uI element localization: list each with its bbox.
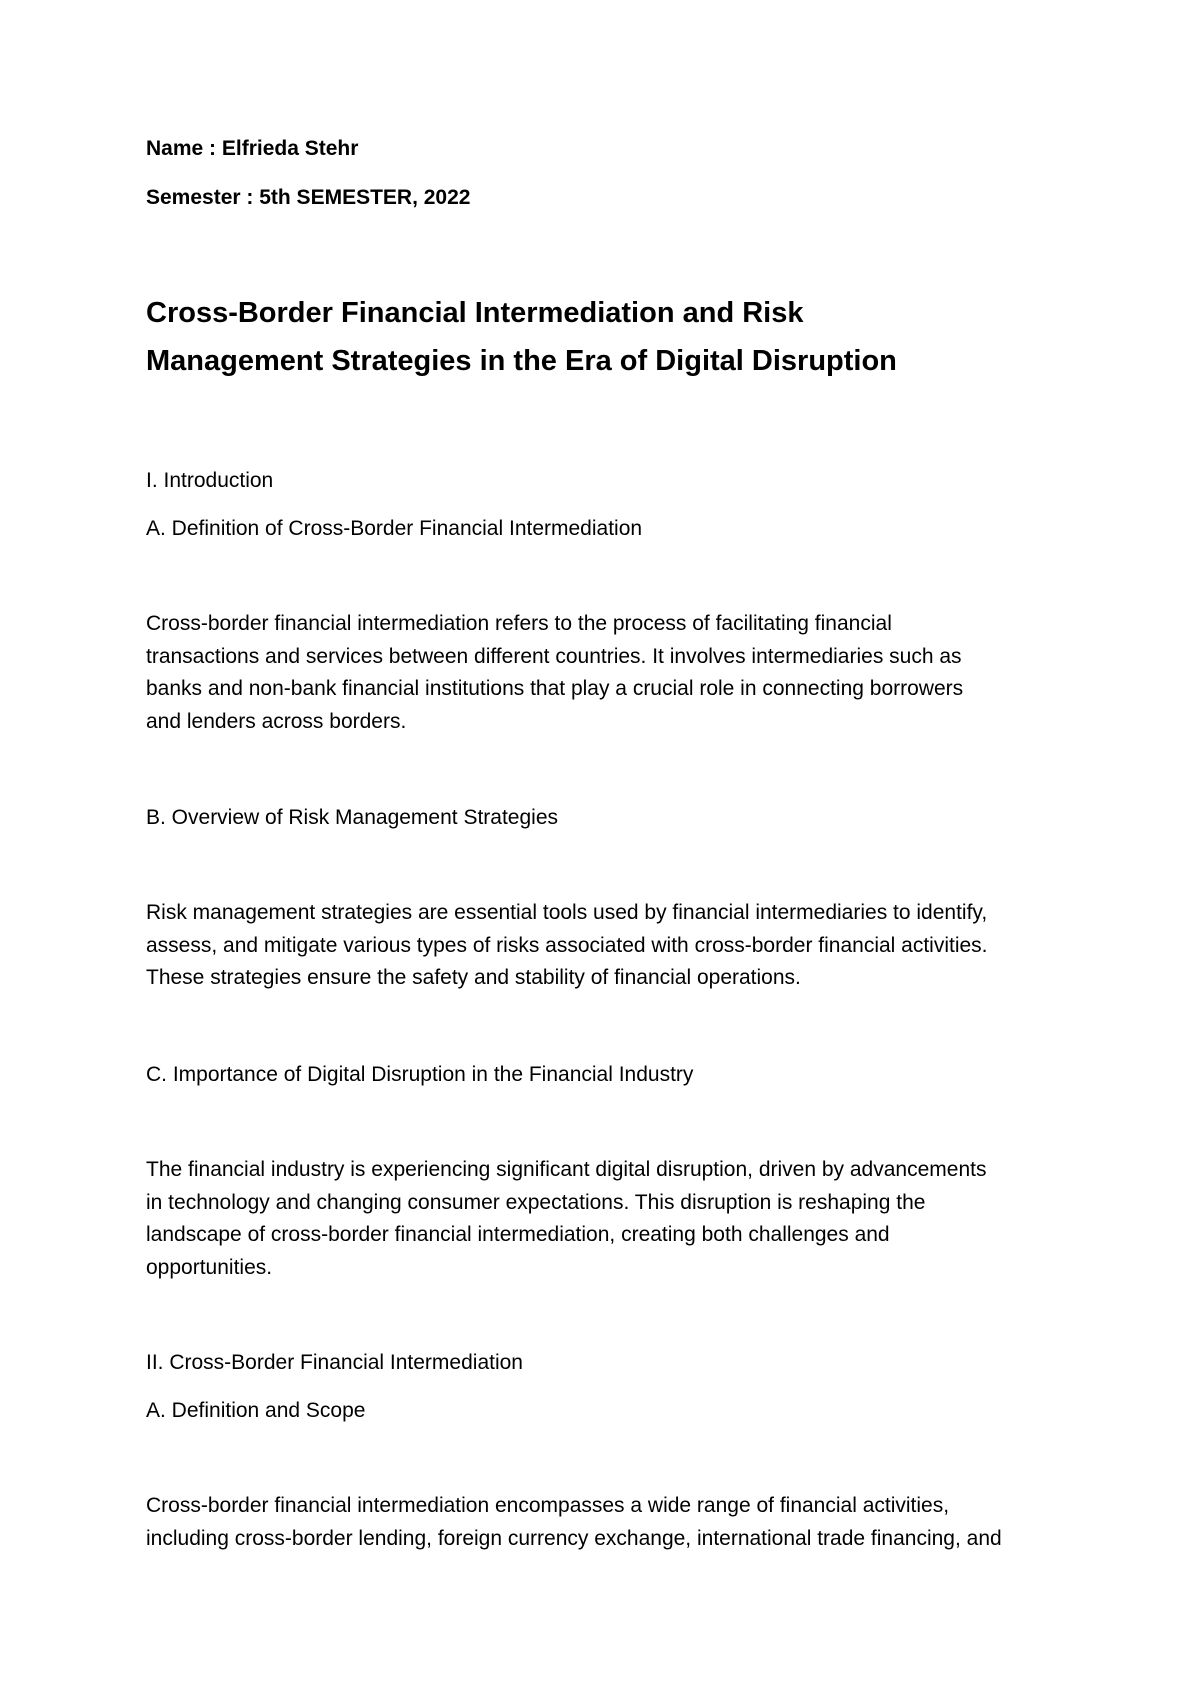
paragraph-line: transactions and services between different countries. It involves intermediaries such as — [146, 644, 962, 668]
semester-info: Semester : 5th SEMESTER, 2022 — [146, 186, 471, 209]
paragraph-line: The financial industry is experiencing significant digital disruption, driven by advancements — [146, 1158, 987, 1181]
section-heading-cross-border: II. Cross-Border Financial Intermediation — [146, 1351, 523, 1374]
title-line: Cross-Border Financial Intermediation and Risk — [146, 297, 804, 329]
paragraph-digital-disruption — [146, 1154, 986, 1284]
paragraph-line: Risk management strategies are essential tools used by financial intermediaries to identify, — [146, 901, 988, 924]
document-title — [146, 289, 897, 385]
section-heading-introduction: I. Introduction — [146, 469, 274, 492]
subsection-heading-digital-disruption: C. Importance of Digital Disruption in the Financial Industry — [146, 1063, 694, 1086]
title-line: Management Strategies in the Era of Digital Disruption — [146, 345, 897, 377]
paragraph-line: opportunities. — [146, 1255, 273, 1279]
subsection-heading-definition-scope: A. Definition and Scope — [146, 1399, 366, 1422]
paragraph-line: including cross-border lending, foreign currency exchange, international trade financing, and — [146, 1526, 1002, 1550]
paragraph-line: assess, and mitigate various types of risks associated with cross-border financial activities. — [146, 933, 988, 957]
paragraph-definition-scope — [146, 1490, 1002, 1555]
student-name: Name : Elfrieda Stehr — [146, 137, 359, 160]
paragraph-line: Cross-border financial intermediation refers to the process of facilitating financial — [146, 612, 892, 635]
paragraph-line: in technology and changing consumer expectations. This disruption is reshaping the — [146, 1190, 926, 1214]
paragraph-risk-overview — [146, 897, 988, 995]
subsection-heading-definition: A. Definition of Cross-Border Financial Intermediation — [146, 517, 643, 540]
paragraph-definition — [146, 608, 963, 738]
paragraph-line: Cross-border financial intermediation encompasses a wide range of financial activities, — [146, 1494, 950, 1517]
paragraph-line: landscape of cross-border financial intermediation, creating both challenges and — [146, 1223, 890, 1246]
paragraph-line: and lenders across borders. — [146, 709, 407, 733]
paragraph-line: These strategies ensure the safety and stability of financial operations. — [146, 966, 801, 989]
paragraph-line: banks and non-bank financial institutions that play a crucial role in connecting borrowers — [146, 677, 964, 700]
subsection-heading-risk-overview: B. Overview of Risk Management Strategies — [146, 806, 559, 829]
